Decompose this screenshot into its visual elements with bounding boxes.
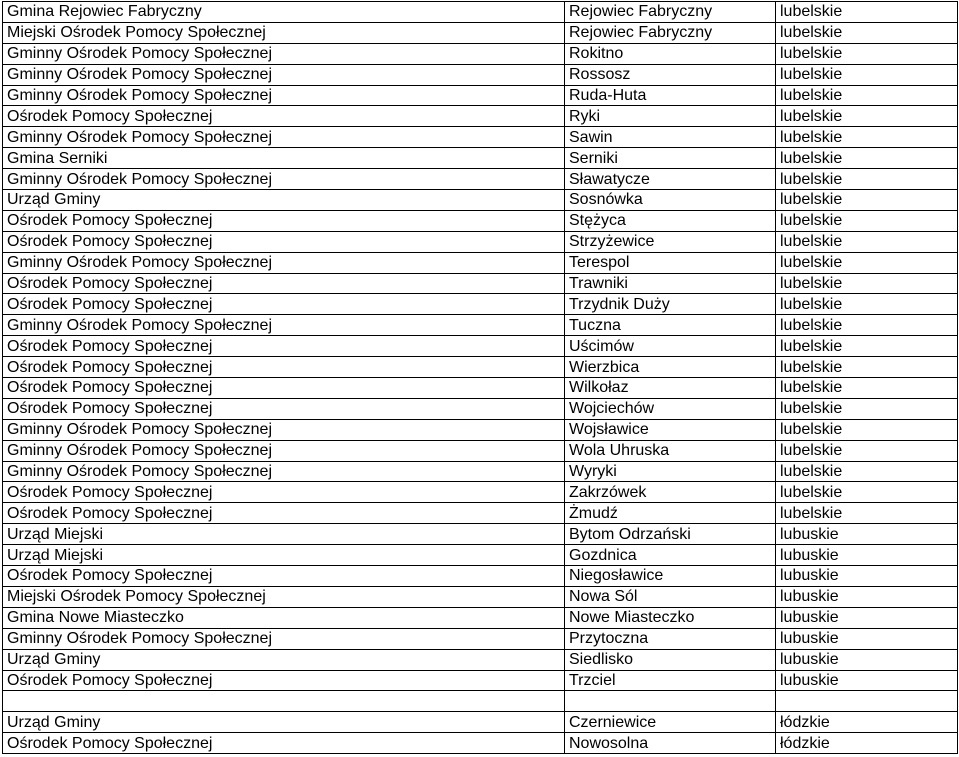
municipality-cell: Rokitno: [565, 43, 776, 64]
institution-cell: Gminny Ośrodek Pomocy Społecznej: [3, 127, 565, 148]
voivodeship-cell: lubelskie: [776, 148, 958, 169]
municipality-cell: Wyryki: [565, 461, 776, 482]
municipality-cell: Nowosolna: [565, 733, 776, 754]
municipality-cell: Sławatycze: [565, 169, 776, 190]
voivodeship-cell: lubelskie: [776, 503, 958, 524]
institution-cell: Urząd Miejski: [3, 545, 565, 566]
voivodeship-cell: lubelskie: [776, 169, 958, 190]
municipality-cell: Wierzbica: [565, 357, 776, 378]
voivodeship-cell: lubuskie: [776, 670, 958, 691]
table-row: [3, 586, 958, 607]
municipality-cell: Czerniewice: [565, 712, 776, 733]
voivodeship-cell: lubelskie: [776, 210, 958, 231]
institution-cell: Gmina Nowe Miasteczko: [3, 607, 565, 628]
data-table: [2, 1, 958, 754]
table-row: [3, 85, 958, 106]
table-row: [3, 566, 958, 587]
voivodeship-cell: lubelskie: [776, 294, 958, 315]
voivodeship-cell: łódzkie: [776, 733, 958, 754]
institution-cell: Gmina Serniki: [3, 148, 565, 169]
institution-cell: Miejski Ośrodek Pomocy Społecznej: [3, 22, 565, 43]
municipality-cell: Strzyżewice: [565, 231, 776, 252]
table-row: [3, 273, 958, 294]
voivodeship-cell: lubuskie: [776, 566, 958, 587]
municipality-cell: Trzydnik Duży: [565, 294, 776, 315]
municipality-cell: Wojsławice: [565, 419, 776, 440]
voivodeship-cell: lubelskie: [776, 64, 958, 85]
institution-cell: Gminny Ośrodek Pomocy Społecznej: [3, 85, 565, 106]
institution-cell: Ośrodek Pomocy Społecznej: [3, 378, 565, 399]
table-row: [3, 419, 958, 440]
institution-cell: Urząd Gminy: [3, 712, 565, 733]
institution-cell: Gminny Ośrodek Pomocy Społecznej: [3, 169, 565, 190]
table-row: [3, 649, 958, 670]
table-row: [3, 524, 958, 545]
institution-cell: Ośrodek Pomocy Społecznej: [3, 273, 565, 294]
voivodeship-cell: lubelskie: [776, 106, 958, 127]
municipality-cell: Trawniki: [565, 273, 776, 294]
table-row: [3, 628, 958, 649]
table-row: [3, 461, 958, 482]
voivodeship-cell: lubelskie: [776, 440, 958, 461]
municipality-cell: Zakrzówek: [565, 482, 776, 503]
institution-cell: Gminny Ośrodek Pomocy Społecznej: [3, 419, 565, 440]
institution-cell: Ośrodek Pomocy Społecznej: [3, 566, 565, 587]
voivodeship-cell: lubelskie: [776, 273, 958, 294]
municipality-cell: Nowa Sól: [565, 586, 776, 607]
institution-cell: Gminny Ośrodek Pomocy Społecznej: [3, 461, 565, 482]
voivodeship-cell: lubelskie: [776, 378, 958, 399]
municipality-cell: Wojciechów: [565, 398, 776, 419]
institution-cell: Urząd Gminy: [3, 649, 565, 670]
institution-cell: Gminny Ośrodek Pomocy Społecznej: [3, 315, 565, 336]
table-row: [3, 482, 958, 503]
voivodeship-cell: lubuskie: [776, 649, 958, 670]
institution-cell: Ośrodek Pomocy Społecznej: [3, 357, 565, 378]
municipality-cell: Trzciel: [565, 670, 776, 691]
voivodeship-cell: lubelskie: [776, 357, 958, 378]
voivodeship-cell: lubelskie: [776, 2, 958, 23]
table-row: [3, 210, 958, 231]
table-row: [3, 440, 958, 461]
voivodeship-cell: lubelskie: [776, 336, 958, 357]
municipality-cell: Przytoczna: [565, 628, 776, 649]
table-row: [3, 22, 958, 43]
table-row: [3, 43, 958, 64]
institution-cell: Ośrodek Pomocy Społecznej: [3, 482, 565, 503]
institution-cell: Ośrodek Pomocy Społecznej: [3, 670, 565, 691]
voivodeship-cell: lubelskie: [776, 22, 958, 43]
municipality-cell: Wola Uhruska: [565, 440, 776, 461]
table-row: [3, 398, 958, 419]
table-row: [3, 148, 958, 169]
voivodeship-cell: [776, 691, 958, 712]
voivodeship-cell: lubuskie: [776, 586, 958, 607]
institution-cell: Ośrodek Pomocy Społecznej: [3, 398, 565, 419]
voivodeship-cell: lubelskie: [776, 231, 958, 252]
institution-cell: Ośrodek Pomocy Społecznej: [3, 210, 565, 231]
voivodeship-cell: lubelskie: [776, 398, 958, 419]
voivodeship-cell: lubelskie: [776, 419, 958, 440]
municipality-cell: Sawin: [565, 127, 776, 148]
institution-cell: Ośrodek Pomocy Społecznej: [3, 294, 565, 315]
table-row: [3, 190, 958, 211]
voivodeship-cell: lubelskie: [776, 85, 958, 106]
table-row: [3, 357, 958, 378]
municipality-cell: Uścimów: [565, 336, 776, 357]
voivodeship-cell: lubelskie: [776, 315, 958, 336]
municipality-cell: Niegosławice: [565, 566, 776, 587]
municipality-cell: Siedlisko: [565, 649, 776, 670]
municipality-cell: Wilkołaz: [565, 378, 776, 399]
table-row: [3, 607, 958, 628]
table-row: [3, 2, 958, 23]
institution-cell: Gminny Ośrodek Pomocy Społecznej: [3, 440, 565, 461]
institution-cell: Ośrodek Pomocy Społecznej: [3, 503, 565, 524]
institution-cell: [3, 691, 565, 712]
institution-cell: Ośrodek Pomocy Społecznej: [3, 733, 565, 754]
table-row: [3, 127, 958, 148]
institution-cell: Miejski Ośrodek Pomocy Społecznej: [3, 586, 565, 607]
municipality-cell: Tuczna: [565, 315, 776, 336]
voivodeship-cell: lubelskie: [776, 461, 958, 482]
table-row: [3, 733, 958, 754]
municipality-cell: Rejowiec Fabryczny: [565, 2, 776, 23]
voivodeship-cell: lubelskie: [776, 43, 958, 64]
table-row: [3, 231, 958, 252]
institution-cell: Gminny Ośrodek Pomocy Społecznej: [3, 43, 565, 64]
institution-cell: Ośrodek Pomocy Społecznej: [3, 336, 565, 357]
municipality-cell: [565, 691, 776, 712]
municipality-cell: Gozdnica: [565, 545, 776, 566]
table-row: [3, 503, 958, 524]
municipality-cell: Rossosz: [565, 64, 776, 85]
voivodeship-cell: łódzkie: [776, 712, 958, 733]
table-row: [3, 315, 958, 336]
table-row: [3, 712, 958, 733]
voivodeship-cell: lubuskie: [776, 545, 958, 566]
table-row: [3, 106, 958, 127]
municipality-cell: Rejowiec Fabryczny: [565, 22, 776, 43]
municipality-cell: Nowe Miasteczko: [565, 607, 776, 628]
municipality-cell: Stężyca: [565, 210, 776, 231]
table-row: [3, 545, 958, 566]
table-body: [3, 2, 958, 754]
municipality-cell: Serniki: [565, 148, 776, 169]
table-row: [3, 691, 958, 712]
institution-cell: Gminny Ośrodek Pomocy Społecznej: [3, 252, 565, 273]
table-row: [3, 169, 958, 190]
institution-cell: Ośrodek Pomocy Społecznej: [3, 106, 565, 127]
municipality-cell: Ruda-Huta: [565, 85, 776, 106]
institution-cell: Gminny Ośrodek Pomocy Społecznej: [3, 64, 565, 85]
voivodeship-cell: lubuskie: [776, 607, 958, 628]
table-row: [3, 294, 958, 315]
table-row: [3, 252, 958, 273]
voivodeship-cell: lubelskie: [776, 482, 958, 503]
voivodeship-cell: lubuskie: [776, 524, 958, 545]
institution-cell: Gmina Rejowiec Fabryczny: [3, 2, 565, 23]
municipality-cell: Sosnówka: [565, 190, 776, 211]
voivodeship-cell: lubuskie: [776, 628, 958, 649]
institution-cell: Urząd Gminy: [3, 190, 565, 211]
table-row: [3, 378, 958, 399]
institution-cell: Ośrodek Pomocy Społecznej: [3, 231, 565, 252]
voivodeship-cell: lubelskie: [776, 127, 958, 148]
table-row: [3, 336, 958, 357]
institution-cell: Urząd Miejski: [3, 524, 565, 545]
voivodeship-cell: lubelskie: [776, 190, 958, 211]
municipality-cell: Ryki: [565, 106, 776, 127]
voivodeship-cell: lubelskie: [776, 252, 958, 273]
municipality-cell: Terespol: [565, 252, 776, 273]
municipality-cell: Żmudź: [565, 503, 776, 524]
institution-cell: Gminny Ośrodek Pomocy Społecznej: [3, 628, 565, 649]
table-row: [3, 670, 958, 691]
municipality-cell: Bytom Odrzański: [565, 524, 776, 545]
table-row: [3, 64, 958, 85]
